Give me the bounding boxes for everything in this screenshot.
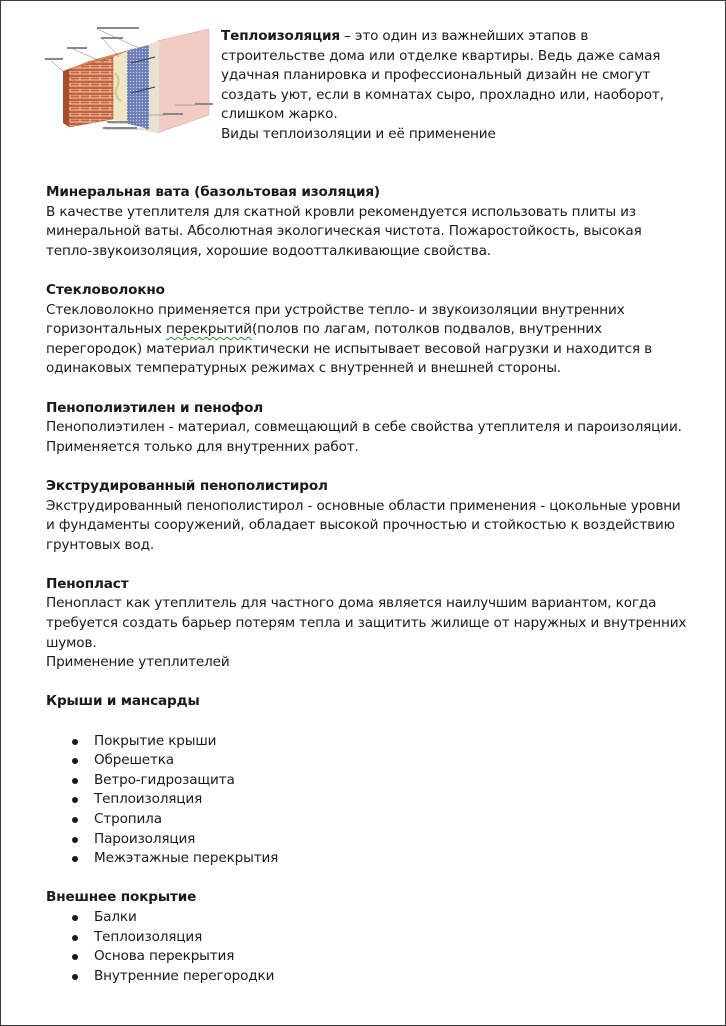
main-content <box>46 183 691 1006</box>
list-item: Теплоизоляция <box>46 928 691 948</box>
section-body: Экструдированный пенополистирол - основные области применения - цокольные уровни и фундаменты сооружений, обладает высокой прочностью и стойкостью к воздействию грунтовых вод. <box>46 497 681 553</box>
intro-block <box>221 27 691 145</box>
section-subtitle: Применение утеплителей <box>46 654 230 671</box>
list-item: Обрешетка <box>46 751 691 771</box>
wall-insulation-diagram <box>45 23 215 135</box>
section-heading: Крыши и мансарды <box>46 693 200 710</box>
intro-paragraph <box>221 27 691 125</box>
list-item: Основа перекрытия <box>46 947 691 967</box>
section-body <box>46 301 691 379</box>
spellcheck-word: перекрытий <box>166 321 252 338</box>
section-polyethylene <box>46 399 691 458</box>
section-mineral-wool <box>46 183 691 261</box>
section-heading: Стекловолокно <box>46 281 165 298</box>
outer-list <box>46 908 691 986</box>
section-heading: Минеральная вата (базольтовая изоляция) <box>46 184 380 200</box>
list-item: Ветро-гидрозащита <box>46 771 691 791</box>
intro-title: Теплоизоляция <box>221 28 341 44</box>
section-body: В качестве утеплителя для скатной кровли рекомендуется использовать плиты из минеральной ваты. Абсолютная экологическая чистота. Пожаростойкость, высокая тепло-звукоизоляция, хорошие водоотталкивающие свойства. <box>46 203 642 259</box>
section-roofs <box>46 692 691 868</box>
list-item: Балки <box>46 908 691 928</box>
section-outer-cover <box>46 888 691 986</box>
section-heading: Пенопласт <box>46 575 129 592</box>
section-fiberglass <box>46 281 691 379</box>
section-heading: Пенополиэтилен и пенофол <box>46 399 264 416</box>
intro-subtitle: Виды теплоизоляции и её применение <box>221 125 496 142</box>
body-text: Стекловолокно применяется при устройстве тепло- и звукоизоляции внутренних горизонтальных <box>46 301 625 338</box>
list-item: Стропила <box>46 810 691 830</box>
list-item: Межэтажные перекрытия <box>46 849 691 869</box>
roofs-list <box>46 732 691 869</box>
section-body: Пенопласт как утеплитель для частного дома является наилучшим вариантом, когда требуется создать барьер потерям тепла и защитить жилище от наружных и внутренних шумов. <box>46 595 687 651</box>
body-text: (полов по лагам, потолков подвалов, внутренних перегородок) материал приктически не испытывает весовой нагрузки и находится в одинаковых температурных режимах с внутренней и внешней стороны. <box>46 321 652 377</box>
intro-text: – это один из важнейших этапов в строительстве дома или отделке квартиры. Ведь даже самая удачная планировка и профессиональный дизайн не смогут создать уют, если в комнатах сыро, прохладно или, наоборот, слишком жарко. <box>221 28 664 123</box>
section-foam <box>46 575 691 673</box>
section-heading: Внешнее покрытие <box>46 889 197 906</box>
section-heading: Экструдированный пенополистирол <box>46 477 328 494</box>
list-item: Пароизоляция <box>46 830 691 850</box>
list-item: Теплоизоляция <box>46 790 691 810</box>
section-extruded-polystyrene <box>46 477 691 555</box>
list-item: Покрытие крыши <box>46 732 691 752</box>
section-body: Пенополиэтилен - материал, совмещающий в себе свойства утеплителя и пароизоляции. Применяется только для внутренних работ. <box>46 419 682 455</box>
list-item: Внутренние перегородки <box>46 967 691 987</box>
